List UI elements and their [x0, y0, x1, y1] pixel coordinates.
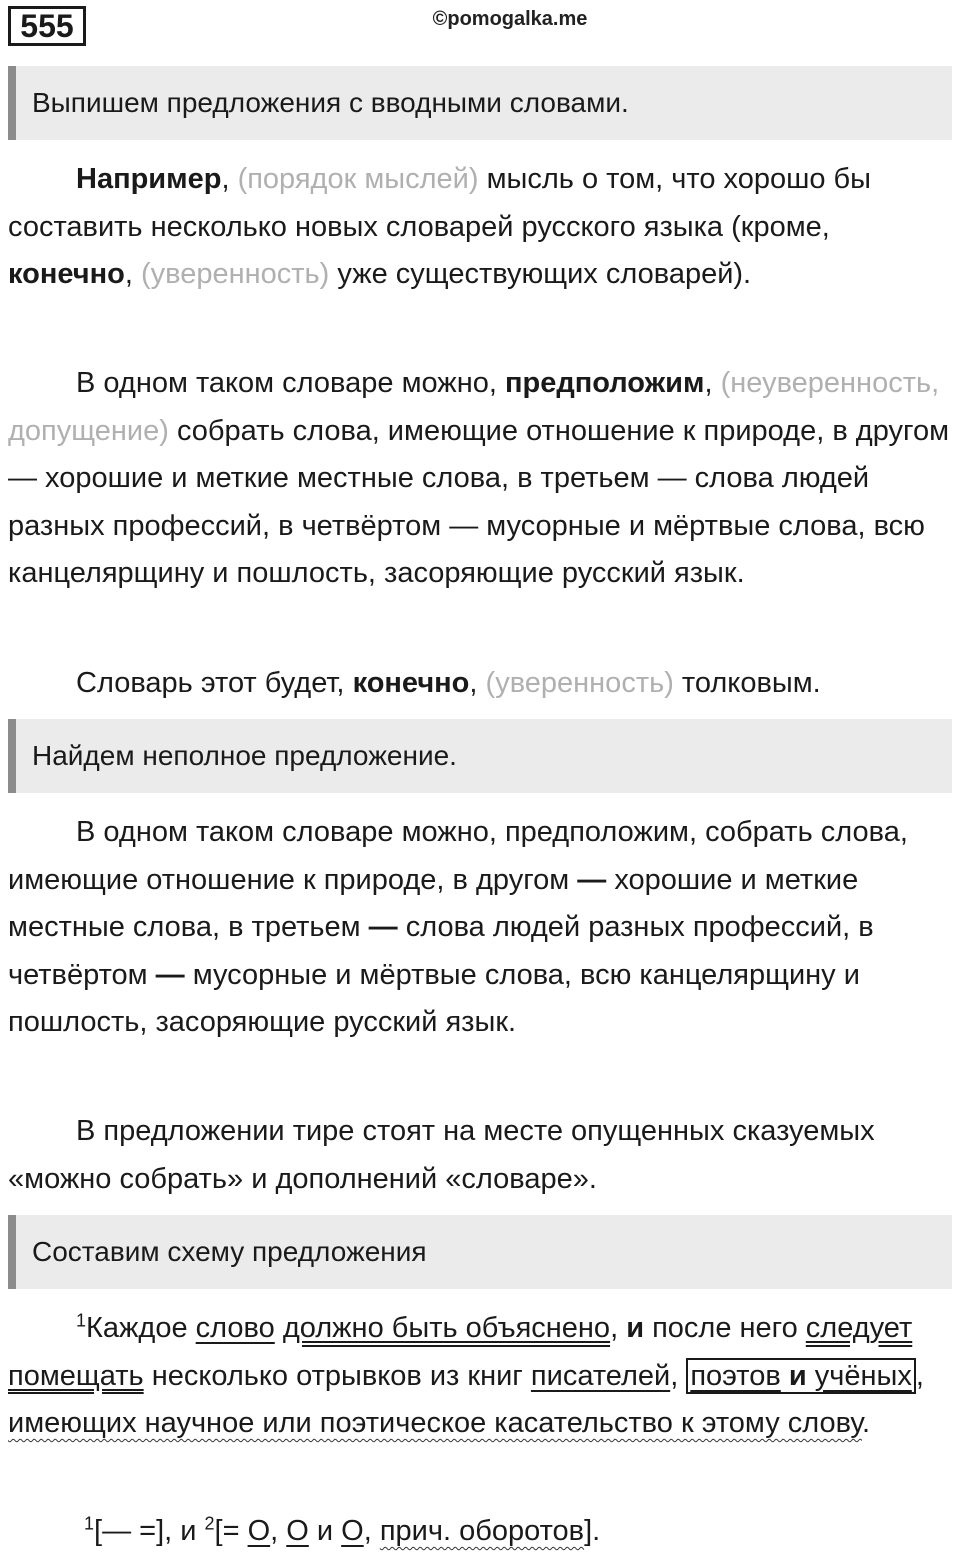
paragraph-intro-3: [8, 660, 952, 708]
intro-word: предположим: [504, 367, 705, 399]
text: ,: [704, 367, 721, 399]
section-header-schema: [8, 1215, 952, 1289]
section-header-incomplete-sentence: [8, 719, 952, 793]
text: ,: [915, 1359, 924, 1392]
paragraph-intro-1: [8, 156, 952, 299]
clause-number: 1: [76, 1310, 87, 1331]
schema-part: и: [308, 1515, 342, 1547]
intro-word: конечно: [352, 667, 470, 699]
text: [275, 1312, 283, 1344]
object: писателей: [530, 1359, 671, 1392]
text: В одном таком словаре можно,: [76, 367, 505, 399]
dash: —: [155, 958, 185, 991]
text: мусорные и мёртвые слова, всю канцелярщину и пошлость, засоряющие русский язык.: [8, 958, 860, 1038]
text: хорошие и меткие местные слова, в третьем: [8, 863, 859, 943]
clause-number: 1: [84, 1513, 95, 1534]
sentence-schema: [84, 1508, 600, 1555]
text: .: [862, 1407, 871, 1439]
task-number: 555: [8, 6, 86, 46]
predicate: должно быть объяснено: [282, 1312, 611, 1344]
text: собрать слова, имеющие отношение к природе, в другом — хорошие и меткие местные слова, в третьем — слова людей разных профессий, в четвёртом — мусорные и мёртвые слова, всю канцелярщину и пошлость, засоряющие русский язык.: [8, 414, 950, 589]
text: толковым.: [673, 667, 821, 699]
text: Словарь этот будет,: [76, 667, 353, 699]
paragraph-explanation: В предложении тире стоят на месте опущенных сказуемых «можно собрать» и дополнений «словаре».: [8, 1115, 875, 1195]
section-header-intro-words: [8, 66, 952, 140]
clause-number: 2: [204, 1513, 215, 1534]
text: мысль о том, что хорошо бы составить несколько новых словарей русского языка (кроме,: [8, 163, 872, 243]
text: уже существующих словарей).: [329, 258, 752, 290]
intro-word: конечно: [8, 258, 125, 290]
intro-word: Например: [76, 163, 222, 195]
intro-word-meaning: (порядок мыслей): [237, 163, 479, 195]
text: В одном таком словаре можно, предположим, собрать слова, имеющие отношение к природе, в другом: [8, 816, 908, 896]
text: ,: [670, 1359, 687, 1392]
schema-part: ].: [584, 1515, 601, 1547]
intro-word-meaning: (уверенность): [485, 667, 674, 699]
text: ,: [610, 1312, 627, 1344]
text: [781, 1360, 789, 1392]
text: слова людей разных профессий, в четвёртом: [8, 911, 874, 991]
text: [807, 1360, 815, 1392]
text: Каждое: [86, 1312, 196, 1344]
schema-part: [=: [214, 1515, 248, 1547]
dash: —: [368, 911, 398, 943]
object: поэтов: [690, 1359, 781, 1392]
schema-object: О: [247, 1515, 271, 1547]
dash: —: [577, 863, 607, 896]
section-title: Найдем неполное предложение.: [32, 740, 457, 771]
subject: слово: [195, 1312, 275, 1344]
object: учёных: [814, 1359, 912, 1392]
watermark: ©pomogalka.me: [432, 8, 588, 30]
paragraph-parsed-sentence: [8, 1305, 952, 1448]
text: ,: [124, 258, 141, 290]
paragraph-intro-2: [8, 360, 952, 598]
section-title: Составим схему предложения: [32, 1236, 427, 1267]
intro-word-meaning: (уверенность): [140, 258, 330, 290]
section-title: Выпишем предложения с вводными словами.: [32, 87, 629, 118]
text: после него: [644, 1312, 806, 1344]
schema-part: [— =], и: [94, 1515, 205, 1547]
text: несколько отрывков из книг: [143, 1359, 531, 1392]
text: ,: [221, 163, 238, 195]
homogeneous-group: [686, 1358, 916, 1394]
intro-word-meaning: (неуверенность, допущение): [8, 367, 940, 447]
schema-participle: прич. оборотов: [379, 1515, 585, 1547]
paragraph-incomplete-sentence: [8, 809, 952, 1047]
participial-phrase: имеющих научное или поэтическое касательство к этому слову: [8, 1407, 862, 1439]
conjunction: и: [788, 1359, 807, 1392]
schema-object: О: [286, 1515, 309, 1547]
schema-part: ,: [270, 1515, 287, 1547]
conjunction: и: [626, 1312, 645, 1344]
schema-part: ,: [363, 1515, 380, 1547]
predicate: следует помещать: [8, 1312, 913, 1392]
text: ,: [469, 667, 486, 699]
schema-object: О: [341, 1515, 364, 1547]
